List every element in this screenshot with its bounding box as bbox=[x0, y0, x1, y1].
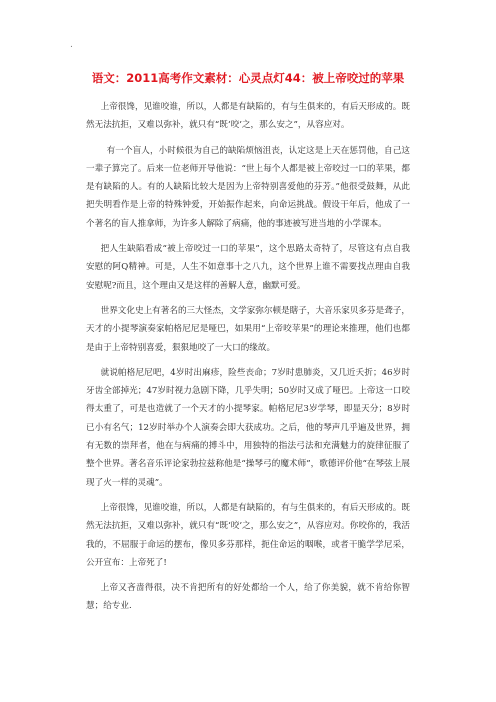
paragraph-4: 世界文化史上有著名的三大怪杰，文学家弥尔顿是瞎子，大音乐家贝多芬是聋子，天才的小提琴演奏家帕格尼尼是哑巴，如果用“上帝咬苹果”的理论来推理，他们也都是由于上帝特别喜爱，狠狠地咬了一大口的缘故。 bbox=[86, 305, 410, 353]
paragraph-2: 有一个盲人，小时候很为自己的缺陷烦恼沮丧，认定这是上天在惩罚他，自己这一辈子算完了。后来一位老师开导他说：“世上每个人都是被上帝咬过一口的苹果，都是有缺陷的人。有的人缺陷比较大是因为上帝特别喜爱他的芬芳。”他很受鼓舞，从此把失明看作是上帝的特殊钟爱，开始振作起来，向命运挑战。假设干年后，他成了一个著名的盲人推拿师，为许多人解除了病痛，他的事迹被写进当地的小学课本。 bbox=[86, 145, 410, 229]
paragraph-1: 上帝很馋，见谁咬谁，所以，人都是有缺陷的，有与生俱来的，有后天形成的。既然无法抗拒，又难以弥补，就只有“既‘咬’之，那么安之”，从容应对。 bbox=[86, 102, 410, 131]
corner-mark: . bbox=[70, 40, 73, 50]
paragraph-6: 上帝很馋，见谁咬谁，所以，人都是有缺陷的，有与生俱来的，有后天形成的。既然无法抗拒，又难以弥补，就只有“既‘咬’之，那么安之”，从容应对。你咬你的，我活我的，不屈服于命运的摆布，像贝多芬那样，扼住命运的咽喉，或者干脆学学尼采，公开宣布：上帝死了! bbox=[86, 502, 410, 568]
article-title: 语文：2011高考作文素材：心灵点灯44：被上帝咬过的苹果 bbox=[91, 71, 405, 85]
paragraph-5: 就说帕格尼尼吧，4岁时出麻疹，险些丧命；7岁时患肺炎，又几近夭折；46岁时牙齿全部掉光；47岁时视力急剧下降，几乎失明；50岁时又成了哑巴。上帝这一口咬得太重了，可是也造就了一个天才的小提琴家。帕格尼尼3岁学琴，即显天分；8岁时已小有名气；12岁时举办个人演奏会即大获成功。之后，他的琴声几乎遍及世界，拥有无数的崇拜者，他在与病痛的搏斗中，用独特的指法弓法和充满魅力的旋律征服了整个世界。著名音乐评论家勃拉兹称他是“操琴弓的魔术师”，歌德评价他“在琴弦上展现了火一样的灵魂”。 bbox=[86, 367, 410, 488]
paragraph-3: 把人生缺陷看成“被上帝咬过一口的苹果”，这个思路太奇特了，尽管这有点自我安慰的阿Q精神。可是，人生不如意事十之八九，这个世界上谁不需要找点理由自我安慰呢?而且，这个理由又是这样的善解人意，幽默可爱。 bbox=[86, 244, 410, 291]
paragraph-7: 上帝又吝啬得很，决不肯把所有的好处都给一个人，给了你美貌，就不肯给你智慧；给专业. bbox=[86, 583, 410, 612]
article-body bbox=[86, 98, 410, 623]
